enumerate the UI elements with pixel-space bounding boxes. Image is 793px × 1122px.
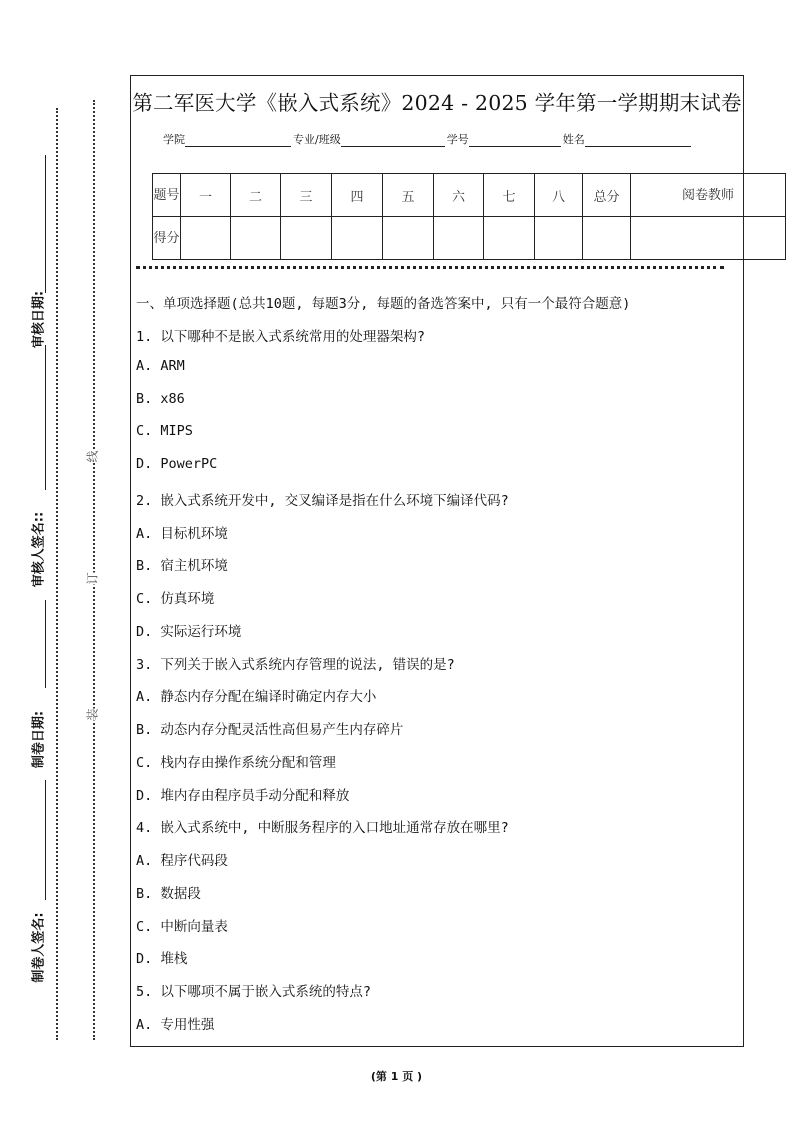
answer-option: A. 程序代码段 <box>136 853 228 869</box>
signature-line <box>45 155 46 293</box>
score-table <box>152 173 786 260</box>
col-6: 六 <box>434 174 484 217</box>
college-label: 学院 <box>163 133 185 146</box>
answer-option: C. MIPS <box>136 423 193 440</box>
review-date-label: 审核日期: <box>31 290 47 349</box>
col-4: 四 <box>332 174 383 217</box>
answer-option: C. 栈内存由操作系统分配和管理 <box>136 754 336 771</box>
col-grader: 阅卷教师 <box>631 174 786 217</box>
score-cell[interactable] <box>181 217 231 260</box>
major-class-label: 专业/班级 <box>293 133 341 146</box>
signature-line <box>45 600 46 688</box>
score-cell[interactable] <box>583 217 631 260</box>
answer-option: D. PowerPC <box>136 456 218 472</box>
score-cell[interactable] <box>535 217 583 260</box>
answer-option: C. 仿真环境 <box>136 591 215 607</box>
compiler-signature-label: 制卷人签名: <box>31 912 47 983</box>
col-1: 一 <box>181 174 231 217</box>
score-cell[interactable] <box>383 217 434 260</box>
student-info <box>163 131 693 147</box>
col-total: 总分 <box>583 174 631 217</box>
binding-dotted-line <box>56 108 58 1040</box>
binding-mark-staple: 订 <box>85 572 100 585</box>
answer-option: A. ARM <box>136 357 185 374</box>
student-id-label: 学号 <box>446 133 469 146</box>
question-text: 1. 以下哪种不是嵌入式系统常用的处理器架构? <box>136 329 426 345</box>
col-3: 三 <box>281 174 332 217</box>
answer-option: A. 静态内存分配在编译时确定内存大小 <box>136 689 377 706</box>
answer-option: B. 宿主机环境 <box>136 558 228 575</box>
dotted-separator <box>136 266 724 269</box>
score-cell[interactable] <box>281 217 332 260</box>
signature-line <box>45 345 46 490</box>
question-text: 2. 嵌入式系统开发中, 交叉编译是指在什么环境下编译代码? <box>136 492 509 509</box>
name-field[interactable] <box>585 132 691 147</box>
answer-option: A. 目标机环境 <box>136 525 228 542</box>
section-title: 一、单项选择题(总共10题, 每题3分, 每题的备选答案中, 只有一个最符合题意) <box>136 296 631 312</box>
score-header: 得分 <box>153 217 181 260</box>
answer-option: A. 专用性强 <box>136 1016 215 1033</box>
question-text: 3. 下列关于嵌入式系统内存管理的说法, 错误的是? <box>136 656 455 673</box>
score-cell[interactable] <box>332 217 383 260</box>
score-cell[interactable] <box>231 217 281 260</box>
name-label: 姓名 <box>562 133 585 146</box>
col-8: 八 <box>535 174 583 217</box>
question-number-header: 题号 <box>153 174 181 217</box>
score-cell[interactable] <box>484 217 535 260</box>
binding-dotted-line <box>93 100 95 1040</box>
answer-option: B. x86 <box>136 390 185 407</box>
answer-option: D. 堆内存由程序员手动分配和释放 <box>136 787 350 804</box>
college-field[interactable] <box>185 132 291 147</box>
col-5: 五 <box>383 174 434 217</box>
major-class-field[interactable] <box>341 132 445 147</box>
reviewer-signature-label: 审核人签名:: <box>31 511 47 588</box>
answer-option: D. 堆栈 <box>136 951 188 968</box>
compile-date-label: 制卷日期: <box>31 710 47 769</box>
answer-option: D. 实际运行环境 <box>136 623 242 640</box>
signature-line <box>45 780 46 900</box>
col-2: 二 <box>231 174 281 217</box>
binding-mark-bind: 装 <box>85 708 100 721</box>
answer-option: C. 中断向量表 <box>136 918 228 935</box>
exam-title: 第二军医大学《嵌入式系统》2024 - 2025 学年第一学期期末试卷 <box>132 91 742 115</box>
answer-option: B. 数据段 <box>136 885 201 902</box>
binding-mark-line: 线 <box>85 450 100 463</box>
student-id-field[interactable] <box>469 132 561 147</box>
question-text: 4. 嵌入式系统中, 中断服务程序的入口地址通常存放在哪里? <box>136 820 509 837</box>
score-cell[interactable] <box>434 217 484 260</box>
score-cell[interactable] <box>631 217 786 260</box>
answer-option: B. 动态内存分配灵活性高但易产生内存碎片 <box>136 722 404 738</box>
page-number: (第 1 页 ) <box>370 1070 423 1083</box>
question-text: 5. 以下哪项不属于嵌入式系统的特点? <box>136 984 372 1000</box>
col-7: 七 <box>484 174 535 217</box>
